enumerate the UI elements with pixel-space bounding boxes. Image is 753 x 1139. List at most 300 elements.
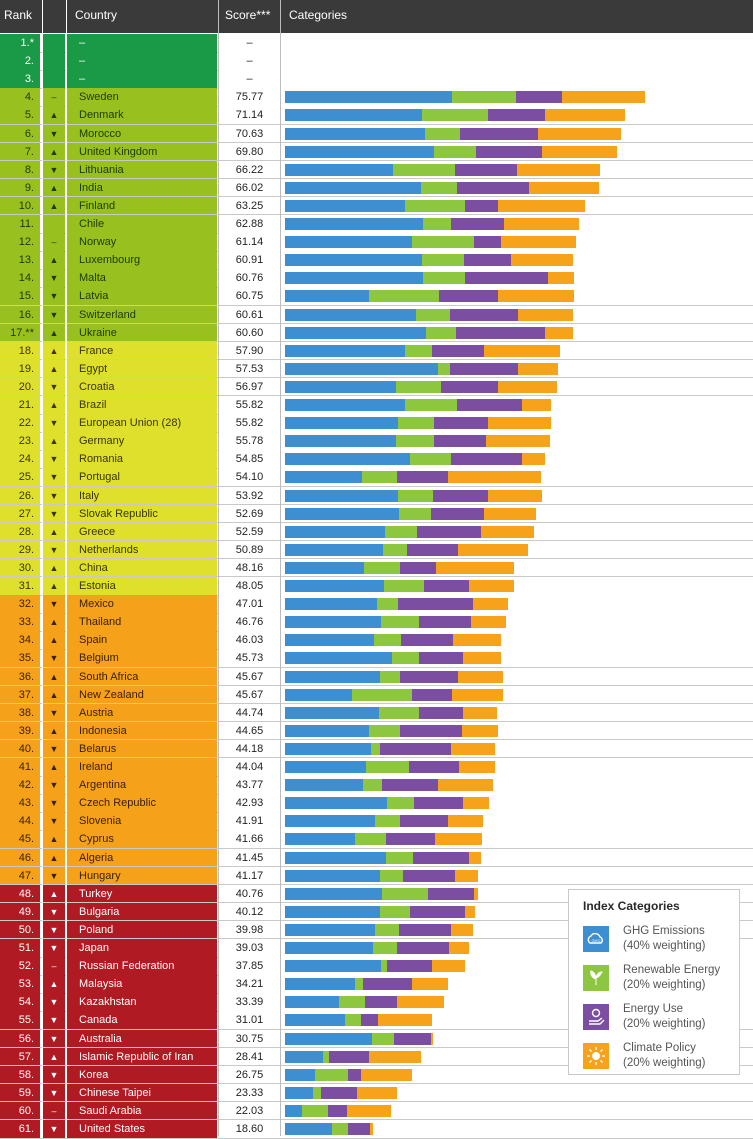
rank-cell: 56. <box>0 1030 40 1048</box>
table-row <box>0 197 753 215</box>
policy-bar-segment <box>545 109 625 121</box>
energy-bar-segment <box>439 290 498 302</box>
policy-bar-segment <box>511 254 573 266</box>
country-cell: Poland <box>67 921 217 939</box>
renewable-bar-segment <box>410 453 451 465</box>
trend-cell: ▲ <box>43 577 65 595</box>
renewable-bar-segment <box>377 598 398 610</box>
rank-cell: 30. <box>0 559 40 577</box>
energy-bar-segment <box>464 254 511 266</box>
table-row <box>0 125 753 143</box>
policy-bar-segment <box>469 580 514 592</box>
rank-cell: 13. <box>0 251 40 269</box>
energy-bar-segment <box>428 888 474 900</box>
renewable-bar-segment <box>423 272 465 284</box>
renewable-bar-segment <box>398 417 434 429</box>
trend-cell: ▲ <box>43 975 65 993</box>
legend-policy-name: Climate Policy <box>623 1042 696 1054</box>
category-bars <box>281 867 753 885</box>
rank-cell: 18. <box>0 342 40 360</box>
score-cell: 55.82 <box>219 414 280 432</box>
policy-bar-segment <box>484 345 560 357</box>
trend-cell <box>43 70 65 88</box>
score-cell: 48.16 <box>219 559 280 577</box>
renewable-bar-segment <box>345 1014 361 1026</box>
renewable-bar-segment <box>396 381 441 393</box>
energy-bar-segment <box>407 544 458 556</box>
ghg-bar-segment <box>285 526 385 538</box>
ghg-bar-segment <box>285 182 421 194</box>
score-cell: 45.67 <box>219 668 280 686</box>
ghg-bar-segment <box>285 1033 372 1045</box>
category-bars <box>281 541 753 559</box>
policy-bar-segment <box>548 272 574 284</box>
renewable-bar-segment <box>364 562 400 574</box>
policy-bar-segment <box>542 146 617 158</box>
ghg-bar-segment <box>285 146 434 158</box>
score-cell: – <box>219 52 280 70</box>
score-cell: 28.41 <box>219 1048 280 1066</box>
category-bars <box>281 740 753 758</box>
energy-bar-segment <box>455 164 517 176</box>
score-cell: 45.73 <box>219 649 280 667</box>
trend-cell: ▼ <box>43 269 65 287</box>
energy-bar-segment <box>450 309 518 321</box>
ghg-bar-segment <box>285 942 373 954</box>
policy-bar-segment <box>458 671 503 683</box>
country-cell: Hungary <box>67 867 217 885</box>
rank-cell: 19. <box>0 360 40 378</box>
score-cell: 70.63 <box>219 125 280 143</box>
energy-bar-segment <box>328 1105 347 1117</box>
legend-renewable-name: Renewable Energy <box>623 964 721 976</box>
trend-cell: ▼ <box>43 306 65 324</box>
renewable-bar-segment <box>426 327 456 339</box>
score-cell: 55.82 <box>219 396 280 414</box>
energy-bar-segment <box>380 743 451 755</box>
renewable-bar-segment <box>362 471 397 483</box>
energy-bar-segment <box>394 1033 431 1045</box>
ghg-bar-segment <box>285 417 398 429</box>
country-cell: Mexico <box>67 595 217 613</box>
ghg-bar-segment <box>285 544 383 556</box>
policy-bar-segment <box>486 435 550 447</box>
rank-cell: 15. <box>0 287 40 305</box>
country-cell: Slovak Republic <box>67 505 217 523</box>
trend-cell: ▼ <box>43 939 65 957</box>
country-cell: Denmark <box>67 106 217 124</box>
ghg-bar-segment <box>285 598 377 610</box>
category-bars <box>281 577 753 595</box>
ghg-bar-segment <box>285 399 405 411</box>
table-row <box>0 631 753 649</box>
table-row <box>0 468 753 486</box>
column-separator <box>42 0 43 1136</box>
rank-cell: 53. <box>0 975 40 993</box>
ghg-bar-segment <box>285 707 379 719</box>
legend-item-ghg <box>583 924 733 964</box>
rank-cell: 17.** <box>0 324 40 342</box>
category-bars <box>281 613 753 631</box>
rank-cell: 35. <box>0 649 40 667</box>
category-bars <box>281 1120 753 1138</box>
table-row <box>0 577 753 595</box>
table-row <box>0 287 753 305</box>
table-row <box>0 541 753 559</box>
trend-cell: ▼ <box>43 649 65 667</box>
trend-cell: ▼ <box>43 450 65 468</box>
table-row <box>0 668 753 686</box>
renewable-bar-segment <box>355 978 363 990</box>
country-cell: Sweden <box>67 88 217 106</box>
policy-bar-segment <box>412 978 448 990</box>
renewable-bar-segment <box>369 290 439 302</box>
renewable-bar-segment <box>425 128 460 140</box>
trend-cell: ▲ <box>43 1048 65 1066</box>
country-cell: Bulgaria <box>67 903 217 921</box>
energy-bar-segment <box>386 833 435 845</box>
score-cell: 39.03 <box>219 939 280 957</box>
renewable-bar-segment <box>371 743 380 755</box>
policy-bar-segment <box>378 1014 432 1026</box>
ghg-bar-segment <box>285 833 355 845</box>
country-cell: Kazakhstan <box>67 993 217 1011</box>
rank-cell: 24. <box>0 450 40 468</box>
category-bars <box>281 523 753 541</box>
table-row <box>0 758 753 776</box>
energy-bar-segment <box>450 363 518 375</box>
energy-bar-segment <box>400 815 448 827</box>
ghg-bar-segment <box>285 689 352 701</box>
table-row <box>0 306 753 324</box>
category-bars <box>281 559 753 577</box>
column-separator <box>280 0 281 1136</box>
renewable-bar-segment <box>382 888 428 900</box>
country-cell: Cyprus <box>67 830 217 848</box>
energy-bar-segment <box>321 1087 357 1099</box>
energy-bar-segment <box>387 960 432 972</box>
rank-cell: 22. <box>0 414 40 432</box>
energy-bar-segment <box>424 580 469 592</box>
policy-bar-segment <box>463 797 489 809</box>
cloud-ghg-icon <box>583 926 609 952</box>
policy-bar-segment <box>522 399 551 411</box>
country-cell: Japan <box>67 939 217 957</box>
row-divider <box>0 1138 753 1139</box>
table-row <box>0 812 753 830</box>
energy-bar-segment <box>398 598 473 610</box>
trend-cell: ▲ <box>43 106 65 124</box>
renewable-bar-segment <box>375 815 400 827</box>
score-cell: 53.92 <box>219 487 280 505</box>
category-bars <box>281 450 753 468</box>
trend-cell: ▲ <box>43 396 65 414</box>
rank-cell: 2. <box>0 52 40 70</box>
trend-cell: – <box>43 88 65 106</box>
energy-bar-segment <box>465 200 498 212</box>
trend-cell: ▼ <box>43 468 65 486</box>
policy-bar-segment <box>452 689 503 701</box>
trend-cell: ▲ <box>43 613 65 631</box>
country-cell: United Kingdom <box>67 143 217 161</box>
trend-cell: ▼ <box>43 812 65 830</box>
leaf-icon <box>583 965 609 991</box>
table-row <box>0 360 753 378</box>
score-cell: 60.76 <box>219 269 280 287</box>
category-bars <box>281 487 753 505</box>
renewable-bar-segment <box>421 182 457 194</box>
category-bars <box>281 396 753 414</box>
rank-cell: 29. <box>0 541 40 559</box>
policy-bar-segment <box>545 327 573 339</box>
rank-cell: 41. <box>0 758 40 776</box>
table-row <box>0 88 753 106</box>
category-bars <box>281 631 753 649</box>
table-row <box>0 794 753 812</box>
country-cell: France <box>67 342 217 360</box>
rank-cell: 60. <box>0 1102 40 1120</box>
ghg-bar-segment <box>285 671 380 683</box>
table-row <box>0 251 753 269</box>
legend-energy-weight: (20% weighting) <box>623 1018 706 1030</box>
trend-cell <box>43 34 65 52</box>
country-cell: Indonesia <box>67 722 217 740</box>
table-row <box>0 776 753 794</box>
policy-bar-segment <box>488 417 551 429</box>
trend-cell: ▲ <box>43 179 65 197</box>
score-cell: 57.90 <box>219 342 280 360</box>
renewable-bar-segment <box>302 1105 328 1117</box>
trend-cell: ▲ <box>43 631 65 649</box>
policy-bar-segment <box>481 526 534 538</box>
renewable-bar-segment <box>412 236 474 248</box>
category-bars <box>281 342 753 360</box>
table-row <box>0 269 753 287</box>
score-cell: – <box>219 70 280 88</box>
rank-cell: 34. <box>0 631 40 649</box>
policy-bar-segment <box>529 182 599 194</box>
rank-header: Rank <box>0 0 42 33</box>
rank-cell: 47. <box>0 867 40 885</box>
trend-cell <box>43 52 65 70</box>
rank-cell: 50. <box>0 921 40 939</box>
energy-bar-segment <box>451 218 504 230</box>
category-bars <box>281 287 753 305</box>
category-bars <box>281 1084 753 1102</box>
rank-cell: 59. <box>0 1084 40 1102</box>
policy-bar-segment <box>448 471 541 483</box>
rank-cell: 36. <box>0 668 40 686</box>
score-cell: 60.61 <box>219 306 280 324</box>
score-cell: 50.89 <box>219 541 280 559</box>
energy-bar-segment <box>434 435 486 447</box>
ghg-bar-segment <box>285 870 380 882</box>
ghg-bar-segment <box>285 345 405 357</box>
energy-bar-segment <box>400 725 462 737</box>
table-row <box>0 849 753 867</box>
category-bars <box>281 233 753 251</box>
trend-cell: ▼ <box>43 867 65 885</box>
score-cell: 37.85 <box>219 957 280 975</box>
country-cell: Belarus <box>67 740 217 758</box>
trend-cell: ▲ <box>43 559 65 577</box>
column-separator <box>218 0 219 1136</box>
score-cell: 23.33 <box>219 1084 280 1102</box>
policy-bar-segment <box>504 218 579 230</box>
table-row <box>0 613 753 631</box>
policy-bar-segment <box>458 544 528 556</box>
energy-bar-segment <box>414 797 463 809</box>
policy-bar-segment <box>431 1033 433 1045</box>
trend-cell: ▼ <box>43 704 65 722</box>
score-cell: 43.77 <box>219 776 280 794</box>
category-bars <box>281 179 753 197</box>
ghg-bar-segment <box>285 743 371 755</box>
rank-cell: 8. <box>0 161 40 179</box>
table-row <box>0 432 753 450</box>
rank-cell: 6. <box>0 125 40 143</box>
policy-bar-segment <box>498 290 574 302</box>
category-bars <box>281 468 753 486</box>
ghg-bar-segment <box>285 218 423 230</box>
score-cell: 56.97 <box>219 378 280 396</box>
rank-cell: 31. <box>0 577 40 595</box>
country-cell: Russian Federation <box>67 957 217 975</box>
table-row <box>0 70 753 88</box>
table-row <box>0 505 753 523</box>
rank-cell: 58. <box>0 1066 40 1084</box>
table-row <box>0 143 753 161</box>
category-bars <box>281 758 753 776</box>
country-cell: Portugal <box>67 468 217 486</box>
policy-bar-segment <box>463 652 501 664</box>
country-cell: Korea <box>67 1066 217 1084</box>
trend-cell: ▼ <box>43 1030 65 1048</box>
trend-cell: ▲ <box>43 885 65 903</box>
score-cell: 41.17 <box>219 867 280 885</box>
energy-bar-segment <box>516 91 562 103</box>
category-bars <box>281 704 753 722</box>
country-cell: Latvia <box>67 287 217 305</box>
ghg-bar-segment <box>285 1051 323 1063</box>
category-bars <box>281 324 753 342</box>
trend-cell: ▼ <box>43 740 65 758</box>
country-cell: Islamic Republic of Iran <box>67 1048 217 1066</box>
renewable-bar-segment <box>387 797 414 809</box>
category-bars <box>281 143 753 161</box>
energy-hand-icon <box>583 1004 609 1030</box>
category-bars <box>281 88 753 106</box>
energy-bar-segment <box>488 109 545 121</box>
score-cell: 54.85 <box>219 450 280 468</box>
score-cell: 69.80 <box>219 143 280 161</box>
rank-cell: 55. <box>0 1011 40 1029</box>
category-bars <box>281 668 753 686</box>
energy-bar-segment <box>457 182 529 194</box>
energy-bar-segment <box>460 128 538 140</box>
country-cell: European Union (28) <box>67 414 217 432</box>
energy-bar-segment <box>348 1123 370 1135</box>
trend-cell: ▲ <box>43 432 65 450</box>
policy-bar-segment <box>397 996 444 1008</box>
energy-bar-segment <box>361 1014 378 1026</box>
trend-cell <box>43 215 65 233</box>
rank-cell: 12. <box>0 233 40 251</box>
renewable-bar-segment <box>369 725 400 737</box>
renewable-bar-segment <box>313 1087 321 1099</box>
table-row <box>0 487 753 505</box>
energy-bar-segment <box>417 526 481 538</box>
trend-cell: ▼ <box>43 541 65 559</box>
trend-header <box>43 0 66 33</box>
category-bars <box>281 34 753 52</box>
table-row <box>0 215 753 233</box>
table-row <box>0 559 753 577</box>
table-row <box>0 324 753 342</box>
trend-cell: ▼ <box>43 595 65 613</box>
energy-bar-segment <box>409 761 459 773</box>
table-row <box>0 52 753 70</box>
trend-cell: ▲ <box>43 143 65 161</box>
policy-bar-segment <box>448 815 483 827</box>
legend-box <box>568 889 740 1075</box>
renewable-bar-segment <box>379 707 419 719</box>
rank-cell: 14. <box>0 269 40 287</box>
trend-cell: ▼ <box>43 414 65 432</box>
trend-cell: ▲ <box>43 722 65 740</box>
category-bars <box>281 161 753 179</box>
country-cell: Thailand <box>67 613 217 631</box>
legend-policy-weight: (20% weighting) <box>623 1057 706 1069</box>
category-bars <box>281 414 753 432</box>
energy-bar-segment <box>400 562 436 574</box>
renewable-bar-segment <box>452 91 516 103</box>
trend-cell: ▲ <box>43 668 65 686</box>
table-row <box>0 649 753 667</box>
country-cell: Malaysia <box>67 975 217 993</box>
country-cell: South Africa <box>67 668 217 686</box>
ghg-bar-segment <box>285 779 363 791</box>
country-cell: – <box>67 52 217 70</box>
renewable-bar-segment <box>339 996 365 1008</box>
country-cell: Netherlands <box>67 541 217 559</box>
policy-bar-segment <box>538 128 621 140</box>
renewable-bar-segment <box>355 833 386 845</box>
category-bars <box>281 360 753 378</box>
country-cell: Algeria <box>67 849 217 867</box>
policy-bar-segment <box>562 91 645 103</box>
renewable-bar-segment <box>434 146 476 158</box>
rank-cell: 54. <box>0 993 40 1011</box>
energy-bar-segment <box>397 942 449 954</box>
rank-cell: 4. <box>0 88 40 106</box>
score-cell: 31.01 <box>219 1011 280 1029</box>
trend-cell: ▼ <box>43 1120 65 1138</box>
renewable-bar-segment <box>423 218 451 230</box>
rank-cell: 52. <box>0 957 40 975</box>
score-cell: 66.02 <box>219 179 280 197</box>
ghg-bar-segment <box>285 471 362 483</box>
rank-cell: 11. <box>0 215 40 233</box>
renewable-bar-segment <box>375 924 399 936</box>
ghg-bar-segment <box>285 815 375 827</box>
category-bars <box>281 686 753 704</box>
renewable-bar-segment <box>405 345 432 357</box>
ghg-bar-segment <box>285 490 398 502</box>
country-cell: – <box>67 34 217 52</box>
ghg-bar-segment <box>285 91 452 103</box>
policy-bar-segment <box>498 200 585 212</box>
